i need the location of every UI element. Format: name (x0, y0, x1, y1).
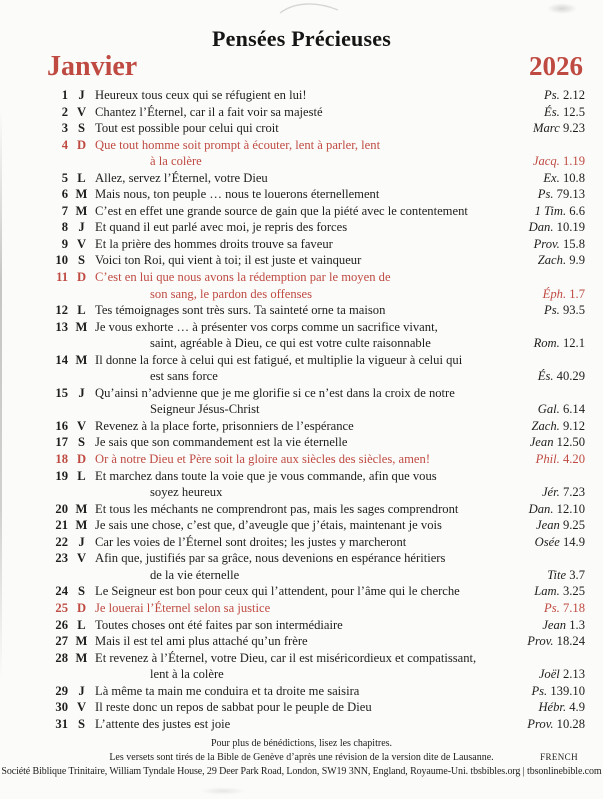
day-letter: S (77, 253, 85, 268)
verse-line1: Là même ta main me conduira et ta droite me saisira (95, 683, 360, 698)
verse-line2: saint, agréable à Dieu, ce qui est votre culte raisonnable (150, 336, 431, 351)
scripture-reference (544, 302, 585, 319)
verse-text (95, 550, 547, 583)
ref-number: 12.10 (556, 501, 585, 516)
footer-blessing-line: Pour plus de bénédictions, lisez les chapitres. (210, 738, 393, 749)
verse-line1: Le Seigneur est bon pour ceux qui l’attendent, pour l’âme qui le cherche (95, 584, 460, 599)
verse-text (95, 302, 544, 319)
footer-source-line: Les versets sont tirés de la Bible de Genève d’après une révision de la version dite de Lausanne. (109, 752, 494, 763)
day-row (40, 650, 585, 683)
day-number: 28 (55, 650, 68, 665)
ref-number: 4.9 (569, 700, 585, 715)
verse-text (95, 517, 536, 534)
day-row (40, 550, 585, 583)
verse-text (95, 418, 531, 435)
verse-text (95, 186, 538, 203)
day-number: 31 (55, 716, 68, 731)
verse-text (95, 699, 538, 716)
verse-line1: Et la prière des hommes droits trouve sa faveur (95, 236, 333, 251)
day-letter: S (77, 435, 85, 450)
day-letter: M (75, 352, 88, 367)
day-letter: V (76, 700, 87, 715)
verse-line1: Je louerai l’Éternel selon sa justice (95, 600, 271, 615)
scan-artifact-smudge-bottom (200, 787, 246, 795)
verse-text (95, 137, 533, 170)
day-letter: S (77, 584, 85, 599)
ref-number: 6.6 (569, 203, 585, 218)
ref-number: 9.25 (562, 518, 585, 533)
ref-book: Dan. (528, 501, 554, 516)
verse-line1: Allez, servez l’Éternel, votre Dieu (95, 170, 268, 185)
day-row (40, 600, 585, 617)
day-row (40, 468, 585, 501)
scripture-reference (533, 120, 585, 137)
ref-book: Dan. (528, 220, 554, 235)
scripture-reference (536, 517, 585, 534)
day-number: 30 (55, 700, 68, 715)
day-row (40, 517, 585, 534)
scripture-reference (544, 87, 585, 104)
ref-number: 10.8 (562, 170, 585, 185)
scripture-reference (534, 583, 585, 600)
day-number: 8 (61, 220, 68, 235)
day-letter: M (75, 319, 88, 334)
scripture-reference (543, 170, 585, 187)
ref-book: Prov. (527, 716, 554, 731)
verse-line1: Heureux tous ceux qui se réfugient en lui! (95, 88, 307, 102)
scan-artifact-smudge (547, 3, 577, 14)
verse-text (95, 236, 534, 253)
day-number: 19 (55, 468, 68, 483)
day-letter: M (75, 203, 88, 218)
day-row (40, 501, 585, 518)
day-letter: M (75, 187, 88, 202)
day-letter: V (76, 104, 87, 119)
day-number: 20 (55, 501, 68, 516)
day-number: 23 (55, 551, 68, 566)
year-label: 2026 (529, 51, 583, 81)
day-letter: J (78, 534, 85, 549)
verse-text (95, 451, 536, 468)
verse-text (95, 219, 529, 236)
verse-line1: Tes témoignages sont très surs. Ta sainteté orne ta maison (95, 303, 386, 318)
verse-text (95, 269, 543, 302)
scripture-reference (538, 401, 585, 418)
scripture-reference (544, 104, 585, 121)
day-row (40, 186, 585, 203)
verse-text (95, 252, 538, 269)
day-number: 1 (61, 88, 68, 102)
verse-text (95, 716, 527, 733)
verse-line1: Tout est possible pour celui qui croit (95, 121, 279, 136)
day-letter: M (75, 501, 88, 516)
day-letter: S (77, 716, 85, 731)
ref-book: Jacq. (532, 154, 560, 169)
verse-line1: Je sais que son commandement est la vie éternelle (95, 435, 348, 450)
ref-book: Jean (542, 617, 567, 632)
ref-number: 10.19 (556, 220, 585, 235)
ref-number: 1.7 (569, 286, 585, 301)
ref-number: 3.7 (569, 567, 585, 582)
ref-book: Marc (532, 121, 560, 136)
verse-line2: soyez heureux (150, 485, 223, 500)
ref-number: 1.3 (569, 617, 585, 632)
ref-number: 12.5 (562, 104, 585, 119)
day-row (40, 617, 585, 634)
day-letter: V (76, 418, 87, 433)
day-number: 14 (55, 352, 68, 367)
day-letter: D (76, 600, 87, 615)
ref-book: Ps. (544, 600, 560, 615)
ref-book: Jér. (541, 485, 560, 500)
day-row (40, 683, 585, 700)
day-number: 29 (55, 683, 68, 698)
ref-book: Hébr. (538, 700, 567, 715)
day-number: 15 (55, 385, 68, 400)
footer (0, 737, 603, 779)
day-letter: V (76, 236, 87, 251)
verse-line1: Afin que, justifiés par sa grâce, nous devenions en espérance héritiers (95, 551, 446, 566)
day-letter: J (78, 220, 85, 235)
ref-book: Phil. (535, 452, 560, 467)
day-row (40, 219, 585, 236)
scripture-reference (544, 600, 585, 617)
day-row (40, 236, 585, 253)
day-number: 26 (55, 617, 68, 632)
verse-line1: C’est en effet une grande source de gain que la piété avec le contentement (95, 203, 468, 218)
day-number: 21 (55, 518, 68, 533)
ref-number: 4.20 (562, 452, 585, 467)
day-number: 5 (61, 170, 68, 185)
verse-text (95, 683, 531, 700)
day-letter: M (75, 650, 88, 665)
verse-line1: Revenez à la place forte, prisonniers de l’espérance (95, 418, 354, 433)
language-label: FRENCH (540, 752, 578, 762)
verse-line1: Mais il est tel ami plus attaché qu’un frère (95, 634, 308, 649)
scripture-reference (539, 666, 585, 683)
ref-book: És. (544, 104, 560, 119)
ref-number: 12.50 (556, 435, 585, 450)
month-year-row (47, 51, 583, 83)
day-row (40, 170, 585, 187)
verse-list (40, 87, 585, 732)
ref-book: Ps. (544, 88, 560, 102)
day-row (40, 104, 585, 121)
verse-line2: de la vie éternelle (150, 567, 240, 582)
verse-line1: L’attente des justes est joie (95, 716, 231, 731)
scripture-reference (538, 252, 585, 269)
scripture-reference (542, 484, 585, 501)
day-number: 17 (55, 435, 68, 450)
day-row (40, 203, 585, 220)
verse-line1: Qu’ainsi n’advienne que je me glorifie si ce n’est dans la croix de notre (95, 385, 455, 400)
verse-text (95, 633, 527, 650)
verse-line1: Que tout homme soit prompt à écouter, lent à parler, lent (95, 137, 381, 152)
ref-number: 18.24 (556, 634, 585, 649)
verse-line1: Et revenez à l’Éternel, votre Dieu, car il est miséricordieux et compatissant, (95, 650, 477, 665)
ref-book: Joël (538, 667, 560, 682)
day-number: 25 (55, 600, 68, 615)
scripture-reference (547, 567, 585, 584)
day-letter: L (77, 617, 86, 632)
ref-book: Rom. (533, 336, 560, 351)
ref-number: 7.23 (562, 485, 585, 500)
verse-line2: Seigneur Jésus-Christ (150, 402, 260, 417)
verse-text (95, 600, 544, 617)
scripture-reference (542, 617, 585, 634)
verse-line1: Voici ton Roi, qui vient à toi; il est juste et vainqueur (95, 253, 362, 268)
day-letter: D (76, 137, 87, 152)
day-letter: L (77, 170, 86, 185)
verse-text (95, 319, 534, 352)
day-number: 13 (55, 319, 68, 334)
day-row (40, 87, 585, 104)
day-row (40, 534, 585, 551)
day-row (40, 385, 585, 418)
verse-text (95, 104, 544, 121)
ref-number: 12.1 (562, 336, 585, 351)
ref-number: 40.29 (556, 369, 585, 384)
verse-text (95, 468, 542, 501)
verse-text (95, 434, 530, 451)
scripture-reference (534, 236, 585, 253)
scripture-reference (527, 633, 585, 650)
ref-number: 2.12 (562, 88, 585, 102)
scripture-reference (529, 219, 585, 236)
day-row (40, 120, 585, 137)
day-row (40, 434, 585, 451)
verse-line1: Et tous les méchants ne comprendront pas, mais les sages comprendront (95, 501, 459, 516)
scripture-reference (538, 368, 585, 385)
verse-text (95, 617, 542, 634)
day-letter: L (77, 468, 86, 483)
day-letter: L (77, 303, 86, 318)
verse-text (95, 352, 538, 385)
day-number: 9 (61, 236, 68, 251)
day-row (40, 269, 585, 302)
ref-book: Éph. (542, 286, 567, 301)
ref-book: Jean (529, 435, 554, 450)
ref-book: Jean (536, 518, 560, 533)
verse-text (95, 501, 529, 518)
verse-line1: Car les voies de l’Éternel sont droites; les justes y marcheront (95, 534, 407, 549)
scripture-reference (538, 186, 585, 203)
ref-book: Gal. (537, 402, 560, 417)
ref-number: 3.25 (562, 584, 585, 599)
ref-number: 9.9 (569, 253, 585, 268)
verse-text (95, 120, 533, 137)
day-row (40, 451, 585, 468)
ref-book: Lam. (534, 584, 560, 599)
verse-line1: Mais nous, ton peuple … nous te louerons éternellement (95, 187, 380, 202)
day-number: 27 (55, 634, 68, 649)
ref-number: 93.5 (562, 303, 585, 318)
verse-text (95, 534, 535, 551)
footer-publisher-line: Société Biblique Trinitaire, William Tyndale House, 29 Deer Park Road, London, SW19 3NN, England, Royaume-Uni. tbsbibles.org | tbsonlinebible.com (1, 766, 602, 777)
day-row (40, 352, 585, 385)
verse-line1: Or à notre Dieu et Père soit la gloire aux siècles des siècles, amen! (95, 452, 431, 467)
scripture-reference (538, 699, 585, 716)
day-number: 3 (61, 121, 68, 136)
verse-line1: Et quand il eut parlé avec moi, je repris des forces (95, 220, 348, 235)
verse-line2: à la colère (150, 154, 202, 169)
verse-line1: Je vous exhorte … à présenter vos corps comme un sacrifice vivant, (95, 319, 438, 334)
ref-book: Ps. (537, 187, 554, 202)
verse-line2: son sang, le pardon des offenses (150, 286, 313, 301)
day-letter: J (78, 683, 85, 698)
ref-book: Ex. (543, 170, 560, 185)
ref-number: 14.9 (562, 534, 585, 549)
scripture-reference (527, 716, 585, 733)
day-row (40, 137, 585, 170)
day-letter: M (75, 518, 88, 533)
verse-line2: lent à la colère (150, 667, 224, 682)
day-number: 24 (55, 584, 68, 599)
scripture-reference (535, 534, 585, 551)
day-row (40, 633, 585, 650)
ref-number: 2.13 (562, 667, 585, 682)
verse-line1: Chantez l’Éternel, car il a fait voir sa majesté (95, 104, 323, 119)
ref-book: És. (537, 369, 554, 384)
ref-book: Prov. (533, 236, 560, 251)
day-row (40, 252, 585, 269)
day-row (40, 716, 585, 733)
day-letter: D (76, 270, 87, 285)
ref-book: 1 Tim. (534, 203, 567, 218)
ref-book: Tite (547, 567, 567, 582)
month-label: Janvier (47, 51, 138, 82)
day-number: 18 (55, 452, 68, 467)
scan-artifact-edge (0, 110, 2, 680)
day-row (40, 319, 585, 352)
day-letter: D (76, 452, 87, 467)
ref-number: 1.19 (562, 154, 585, 169)
footer-source-row (0, 751, 603, 765)
day-number: 6 (61, 187, 68, 202)
day-number: 11 (56, 270, 68, 285)
ref-number: 6.14 (562, 402, 585, 417)
verse-line2: est sans force (150, 369, 218, 384)
ref-book: Zach. (537, 253, 567, 268)
day-number: 16 (55, 418, 68, 433)
scripture-reference (533, 153, 585, 170)
ref-number: 9.23 (562, 121, 585, 136)
day-number: 4 (61, 137, 68, 152)
scripture-reference (535, 203, 585, 220)
day-letter: V (76, 551, 87, 566)
ref-book: Osée (534, 534, 560, 549)
verse-text (95, 385, 538, 418)
day-letter: J (78, 385, 85, 400)
verse-line1: Et marchez dans toute la voie que je vous commande, afin que vous (95, 468, 437, 483)
day-number: 2 (61, 104, 68, 119)
ref-number: 15.8 (562, 236, 585, 251)
day-number: 12 (55, 303, 68, 318)
ref-number: 9.12 (562, 418, 585, 433)
day-number: 10 (55, 253, 68, 268)
verse-text (95, 583, 534, 600)
ref-number: 7.18 (562, 600, 585, 615)
ref-book: Zach. (531, 418, 560, 433)
day-row (40, 583, 585, 600)
ref-book: Ps. (531, 683, 548, 698)
verse-text (95, 170, 543, 187)
verse-line1: Il donne la force à celui qui est fatigué, et multiplie la vigueur à celui qui (95, 352, 463, 367)
day-row (40, 302, 585, 319)
day-number: 7 (61, 203, 68, 218)
scripture-reference (531, 683, 585, 700)
verse-text (95, 87, 544, 104)
day-row (40, 418, 585, 435)
ref-number: 79.13 (556, 187, 585, 202)
verse-line1: Je sais une chose, c’est que, d’aveugle que j’étais, maintenant je vois (95, 518, 442, 533)
verse-text (95, 650, 539, 683)
ref-number: 10.28 (556, 716, 585, 731)
verse-line1: Il reste donc un repos de sabbat pour le peuple de Dieu (95, 700, 372, 715)
scripture-reference (543, 286, 585, 303)
ref-book: Prov. (527, 634, 554, 649)
day-letter: S (77, 121, 85, 136)
day-letter: M (75, 634, 88, 649)
page-title: Pensées Précieuses (212, 26, 391, 51)
scripture-reference (536, 451, 585, 468)
scan-artifact-curve (278, 0, 340, 14)
ref-number: 139.10 (550, 683, 585, 698)
ref-book: Ps. (544, 303, 560, 318)
verse-text (95, 203, 535, 220)
scripture-reference (534, 335, 585, 352)
scripture-reference (530, 434, 585, 451)
day-row (40, 699, 585, 716)
scripture-reference (531, 418, 585, 435)
day-letter: J (78, 88, 85, 102)
scripture-reference (529, 501, 585, 518)
verse-line1: C’est en lui que nous avons la rédemption par le moyen de (95, 270, 391, 285)
verse-line1: Toutes choses ont été faites par son intermédiaire (95, 617, 343, 632)
day-number: 22 (55, 534, 68, 549)
